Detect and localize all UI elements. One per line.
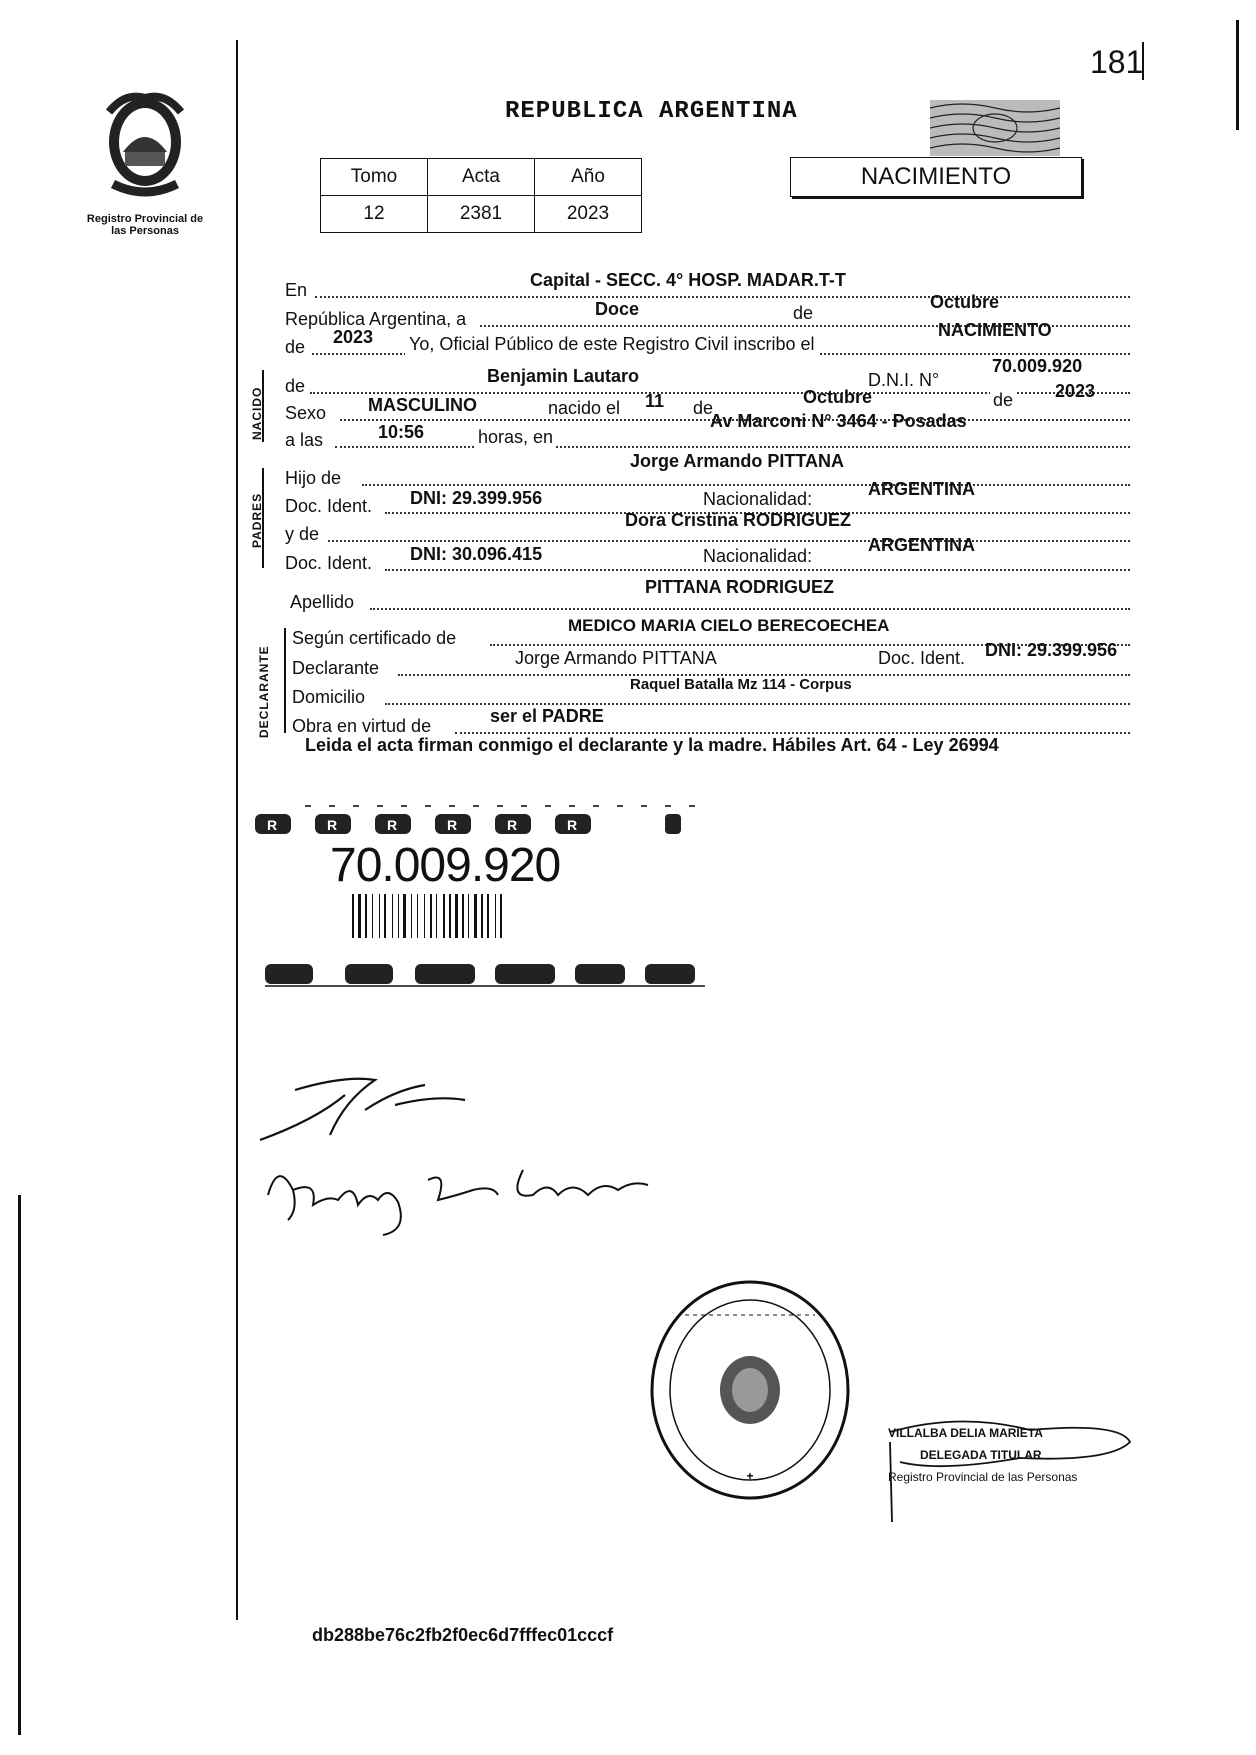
page-number: 181 (1090, 44, 1144, 80)
father-doc: DNI: 29.399.956 (410, 488, 543, 508)
declarant-signature-icon (255, 1060, 495, 1150)
acta-header: Acta (428, 159, 535, 196)
provincial-logo (80, 92, 210, 237)
declarante-name: Jorge Armando PITTANA (515, 648, 717, 668)
child-sex: MASCULINO (368, 395, 477, 415)
father-nat-label: Nacionalidad: (700, 489, 815, 510)
republica-label: República Argentina, a (285, 309, 467, 329)
mother-doc-label: Doc. Ident. (285, 553, 373, 573)
birth-place: Av Marconi N° 3464 - Posadas (710, 411, 967, 431)
declarante-section-label: DECLARANTE (257, 645, 271, 738)
mother-nat-label: Nacionalidad: (700, 546, 815, 567)
father-doc-label: Doc. Ident. (285, 496, 373, 516)
right-edge-line (1236, 20, 1239, 130)
mother-nationality: ARGENTINA (868, 535, 975, 555)
delegate-title: DELEGADA TITULAR (920, 1448, 1042, 1462)
logo-caption: Registro Provincial de las Personas (86, 213, 204, 237)
obra-value: ser el PADRE (490, 706, 604, 726)
domicilio-label: Domicilio (292, 687, 366, 707)
nacido-label: nacido el (545, 398, 623, 419)
mother-doc: DNI: 30.096.415 (410, 544, 543, 564)
apellido-value: PITTANA RODRIGUEZ (645, 577, 834, 597)
declarante-bracket (284, 628, 286, 733)
dots (362, 484, 1130, 486)
svg-text:R: R (507, 817, 518, 833)
domicilio-value: Raquel Batalla Mz 114 - Corpus (630, 676, 852, 693)
left-margin-line (236, 40, 238, 1620)
father-name: Jorge Armando PITTANA (630, 451, 845, 471)
act-place: Capital - SECC. 4° HOSP. MADAR.T-T (530, 270, 846, 290)
dots (328, 540, 1130, 542)
legend-text: Leida el acta firman conmigo el declarante y la madre. Hábiles Art. 64 - Ley 26994 (305, 735, 999, 755)
act-inscribed: NACIMIENTO (938, 320, 1052, 340)
declarante-label: Declarante (292, 658, 380, 678)
obra-label: Obra en virtud de (292, 716, 432, 736)
declarante-doc-label: Doc. Ident. (875, 648, 968, 669)
alas-label: a las (285, 430, 324, 450)
cert-label: Según certificado de (292, 628, 457, 648)
svg-text:R: R (447, 817, 458, 833)
dots (385, 569, 1130, 571)
delegate-name: VILLALBA DELIA MARIETA (888, 1426, 1043, 1440)
declarante-doc: DNI: 29.399.956 (985, 640, 1118, 660)
horas-label: horas, en (475, 427, 556, 448)
padres-section-label: PADRES (250, 492, 264, 548)
birth-month: Octubre (803, 387, 873, 407)
en-label: En (285, 280, 308, 300)
hijo-label: Hijo de (285, 468, 342, 488)
birth-day: 11 (645, 391, 665, 411)
dots (335, 446, 1130, 448)
official-text: Yo, Oficial Público de este Registro Civil inscribo el (405, 334, 819, 355)
mother-signature-icon (258, 1140, 678, 1240)
child-dni: 70.009.920 (992, 356, 1083, 376)
year-prefix-label: de (285, 337, 306, 357)
official-round-seal-icon (645, 1275, 855, 1505)
misiones-coat-of-arms-icon (95, 92, 195, 202)
yde-label: y de (285, 524, 320, 544)
nacido-section-label: NACIDO (250, 386, 264, 440)
birth-year: 2023 (1055, 381, 1096, 401)
act-year: 2023 (333, 327, 374, 347)
delegate-stamp (888, 1422, 1077, 1488)
dots (315, 296, 1130, 298)
register-table (320, 158, 642, 233)
tomo-header: Tomo (321, 159, 428, 196)
acta-value: 2381 (428, 196, 535, 233)
de2-label: de (990, 390, 1016, 411)
anio-value: 2023 (535, 196, 642, 233)
mother-name: Dora Cristina RODRIGUEZ (625, 510, 852, 530)
svg-text:+: + (746, 1469, 754, 1483)
security-marks-top-icon (255, 800, 705, 840)
svg-text:R: R (387, 817, 398, 833)
dots (385, 703, 1130, 705)
de-name-label: de (285, 376, 306, 396)
svg-text:R: R (267, 817, 278, 833)
child-name: Benjamin Lautaro (487, 366, 640, 386)
security-marks-bottom-icon (265, 958, 705, 990)
act-month: Octubre (930, 292, 1000, 312)
de-label: de (790, 303, 816, 324)
birth-time: 10:56 (378, 422, 425, 442)
country-title: REPUBLICA ARGENTINA (505, 98, 798, 125)
barcode-icon (352, 894, 572, 938)
cert-value: MEDICO MARIA CIELO BERECOECHEA (568, 616, 890, 635)
document-hash: db288be76c2fb2f0ec6d7fffec01cccf (312, 1625, 614, 1645)
sexo-label: Sexo (285, 403, 327, 423)
act-type-box: NACIMIENTO (790, 157, 1082, 197)
security-seal-icon (930, 100, 1060, 156)
svg-text:R: R (327, 817, 338, 833)
de1-label: de (690, 398, 716, 419)
sticker-number: 70.009.920 (330, 839, 561, 892)
delegate-office: Registro Provincial de las Personas (888, 1470, 1078, 1484)
father-nationality: ARGENTINA (868, 479, 975, 499)
tomo-value: 12 (321, 196, 428, 233)
apellido-label: Apellido (290, 592, 355, 612)
left-edge-line (18, 1195, 21, 1735)
anio-header: Año (535, 159, 642, 196)
dni-label: D.N.I. N° (865, 370, 942, 391)
act-day: Doce (595, 299, 640, 319)
dots (370, 608, 1130, 610)
svg-text:R: R (567, 817, 578, 833)
